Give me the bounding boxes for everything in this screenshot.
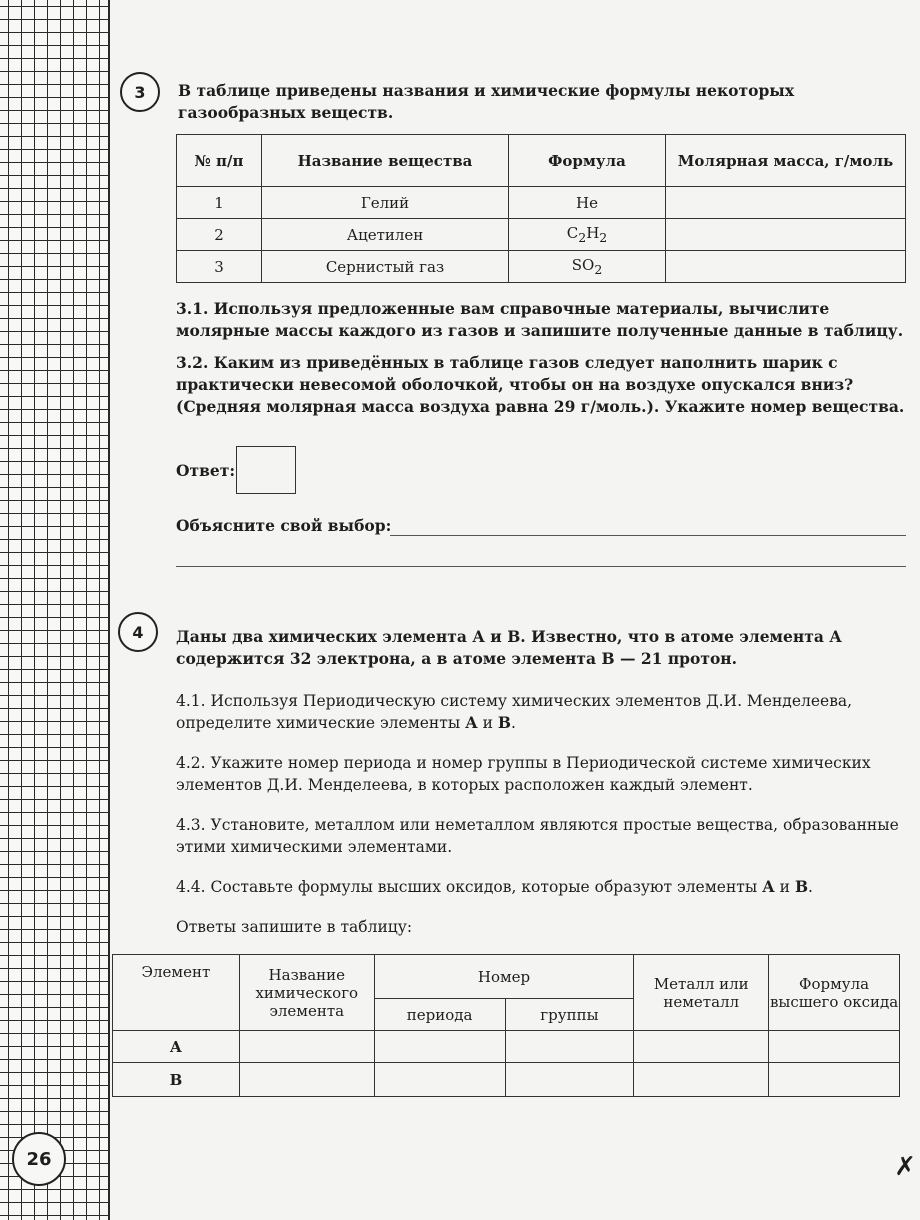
header-metal: Металл или неметалл <box>634 955 769 1031</box>
header-molar-mass: Молярная масса, г/моль <box>666 135 906 187</box>
answer-cell[interactable] <box>769 1031 900 1063</box>
answer-cell[interactable] <box>505 1063 634 1097</box>
question-4-3: 4.3. Установите, металлом или неметаллом являются простые вещества, образованные этими химическими элементами. <box>176 816 899 856</box>
row-name: Ацетилен <box>262 219 509 251</box>
task-3-number: 3 <box>120 72 160 112</box>
grid-margin <box>0 0 110 1220</box>
question-4-1: 4.1. Используя Периодическую систему химических элементов Д.И. Менделеева, определите химические элементы А и В. <box>176 692 853 732</box>
answer-box[interactable] <box>236 446 296 494</box>
molar-mass-cell[interactable] <box>666 251 906 283</box>
header-formula: Формула <box>509 135 666 187</box>
row-formula: $C_2H_2$ <box>509 219 666 251</box>
row-formula: $SO_2$ <box>509 251 666 283</box>
answer-cell[interactable] <box>634 1031 769 1063</box>
table-row <box>113 1063 900 1097</box>
question-4-4: 4.4. Составьте формулы высших оксидов, которые образуют элементы А и В. <box>176 877 813 896</box>
answer-cell[interactable] <box>634 1063 769 1097</box>
task-3-intro: В таблице приведены названия и химические формулы некоторых газообразных веществ. <box>178 81 795 122</box>
header-group: группы <box>505 999 634 1031</box>
answer-cell[interactable] <box>374 1063 505 1097</box>
answer-cell[interactable] <box>769 1063 900 1097</box>
explain-label: Объясните свой выбор: <box>176 516 392 535</box>
row-name: Гелий <box>262 187 509 219</box>
header-element-name: Название химического элемента <box>239 955 374 1031</box>
header-element: Элемент <box>113 955 240 1031</box>
answer-cell[interactable] <box>239 1063 374 1097</box>
page-number: 26 <box>12 1132 66 1186</box>
answer-cell[interactable] <box>374 1031 505 1063</box>
table-row <box>177 187 906 219</box>
row-element: В <box>113 1063 240 1097</box>
header-num: № п/п <box>177 135 262 187</box>
question-3-2: 3.2. Каким из приведённых в таблице газов следует наполнить шарик с практически невесомой оболочкой, чтобы он на воздухе опускался вниз? (Средняя молярная масса воздуха равна 29 г/моль.). Укажите номер вещества. <box>176 353 905 416</box>
answers-label: Ответы запишите в таблицу: <box>176 918 413 936</box>
molar-mass-cell[interactable] <box>666 219 906 251</box>
explain-line-2[interactable] <box>176 566 906 567</box>
row-num: 1 <box>177 187 262 219</box>
header-period: периода <box>374 999 505 1031</box>
gas-table <box>176 134 906 283</box>
task-4-intro: Даны два химических элемента А и В. Известно, что в атоме элемента А содержится 32 электрона, а в атоме элемента В — 21 протон. <box>176 627 842 668</box>
row-element: А <box>113 1031 240 1063</box>
row-num: 2 <box>177 219 262 251</box>
question-3-1: 3.1. Используя предложенные вам справочные материалы, вычислите молярные массы каждого из газов и запишите полученные данные в таблицу. <box>176 299 904 340</box>
table-row <box>113 1031 900 1063</box>
row-num: 3 <box>177 251 262 283</box>
task-4-number: 4 <box>118 612 158 652</box>
row-formula: He <box>509 187 666 219</box>
table-row <box>177 219 906 251</box>
row-name: Сернистый газ <box>262 251 509 283</box>
explain-line-1[interactable] <box>390 535 906 536</box>
answer-cell[interactable] <box>505 1031 634 1063</box>
table-row <box>177 251 906 283</box>
header-oxide-formula: Формула высшего оксида <box>769 955 900 1031</box>
answer-label: Ответ: <box>176 461 236 480</box>
header-number: Номер <box>374 955 634 999</box>
scissors-mark-icon: ✗ <box>894 1152 916 1182</box>
question-4-2: 4.2. Укажите номер периода и номер группы в Периодической системе химических элементов Д.И. Менделеева, в которых расположен каждый элемент. <box>176 754 871 794</box>
elements-answer-table <box>112 954 900 1097</box>
header-name: Название вещества <box>262 135 509 187</box>
molar-mass-cell[interactable] <box>666 187 906 219</box>
answer-cell[interactable] <box>239 1031 374 1063</box>
